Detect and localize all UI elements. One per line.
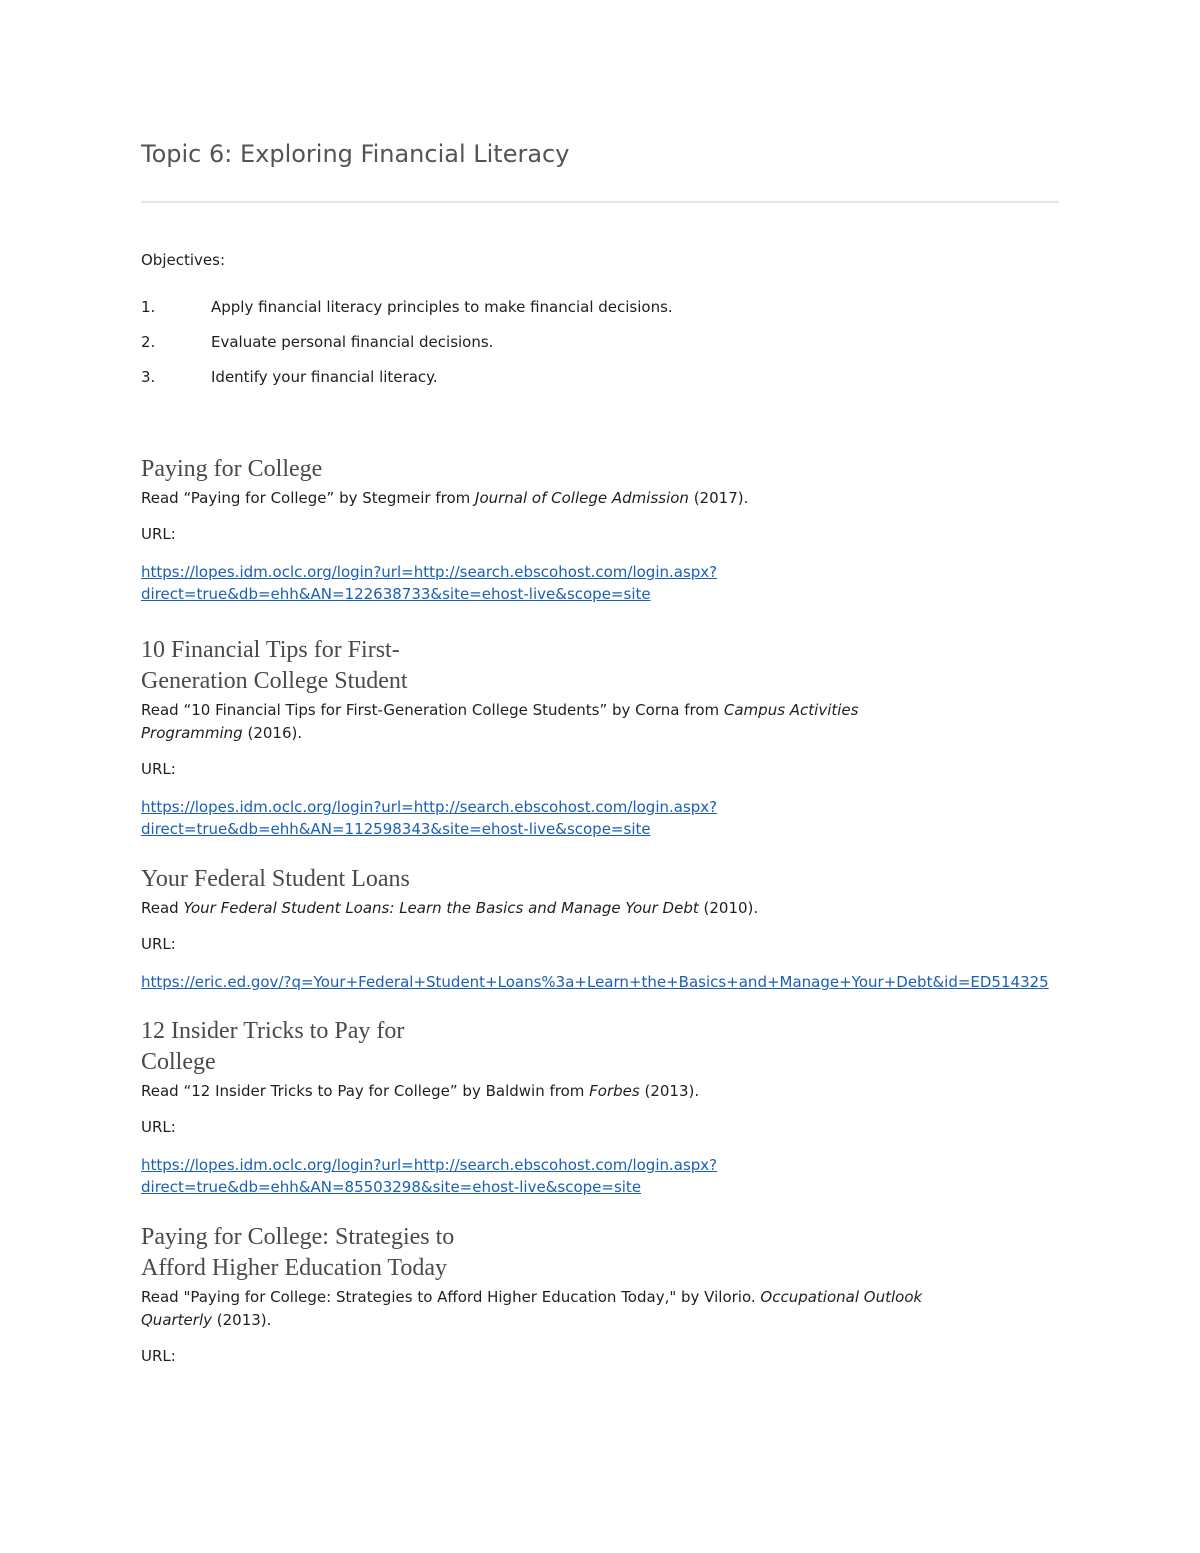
objective-text: Identify your financial literacy. [211, 368, 438, 386]
objectives-label: Objectives: [141, 251, 225, 269]
url-label: URL: [141, 760, 176, 778]
objective-text: Evaluate personal financial decisions. [211, 333, 494, 351]
section-heading: Your Federal Student Loans [141, 866, 410, 892]
title-divider [141, 201, 1059, 203]
reading-section-federal-student-loans [141, 864, 1059, 993]
objective-number: 1. [141, 298, 156, 316]
url-label: URL: [141, 525, 176, 543]
url-label: URL: [141, 1118, 176, 1136]
reading-url-link[interactable]: https://lopes.idm.oclc.org/login?url=http://search.ebscohost.com/login.aspx? direct=true&db=ehh&AN=112598343&site=ehost-live&scope=site [141, 798, 718, 838]
reading-section-paying-for-college [141, 454, 1059, 605]
objectives-list [141, 298, 673, 403]
reading-url-link[interactable]: https://lopes.idm.oclc.org/login?url=http://search.ebscohost.com/login.aspx? direct=true&db=ehh&AN=122638733&site=ehost-live&scope=site [141, 563, 718, 603]
reading-section-financial-tips [141, 635, 1059, 840]
section-heading: 12 Insider Tricks to Pay for College [141, 1018, 405, 1075]
reading-section-strategies [141, 1222, 1059, 1366]
objective-text: Apply financial literacy principles to make financial decisions. [211, 298, 673, 316]
objective-item [141, 333, 673, 368]
reading-url-link[interactable]: https://lopes.idm.oclc.org/login?url=http://search.ebscohost.com/login.aspx? direct=true&db=ehh&AN=85503298&site=ehost-live&scope=site [141, 1156, 718, 1196]
section-heading: 10 Financial Tips for First- Generation College Student [141, 637, 408, 694]
objective-number: 3. [141, 368, 156, 386]
reading-url-link[interactable]: https://eric.ed.gov/?q=Your+Federal+Student+Loans%3a+Learn+the+Basics+and+Manage+Your+Debt&id=ED514325 [141, 973, 1049, 991]
reading-citation: Read “12 Insider Tricks to Pay for College” by Baldwin from Forbes (2013). [141, 1082, 700, 1100]
reading-section-insider-tricks [141, 1016, 1059, 1198]
page-title: Topic 6: Exploring Financial Literacy [141, 140, 570, 168]
objective-item [141, 298, 673, 333]
reading-citation: Read Your Federal Student Loans: Learn the Basics and Manage Your Debt (2010). [141, 899, 759, 917]
url-label: URL: [141, 1347, 176, 1365]
url-label: URL: [141, 935, 176, 953]
objective-number: 2. [141, 333, 156, 351]
section-heading: Paying for College [141, 456, 323, 482]
objective-item [141, 368, 673, 403]
reading-citation: Read “10 Financial Tips for First-Generation College Students” by Corna from Campus Activities Programming (2016). [141, 701, 859, 742]
reading-citation: Read “Paying for College” by Stegmeir from Journal of College Admission (2017). [141, 489, 749, 507]
section-heading: Paying for College: Strategies to Afford Higher Education Today [141, 1224, 455, 1281]
reading-citation: Read "Paying for College: Strategies to Afford Higher Education Today," by Vilorio. Occupational Outlook Quarterly (2013). [141, 1288, 923, 1329]
